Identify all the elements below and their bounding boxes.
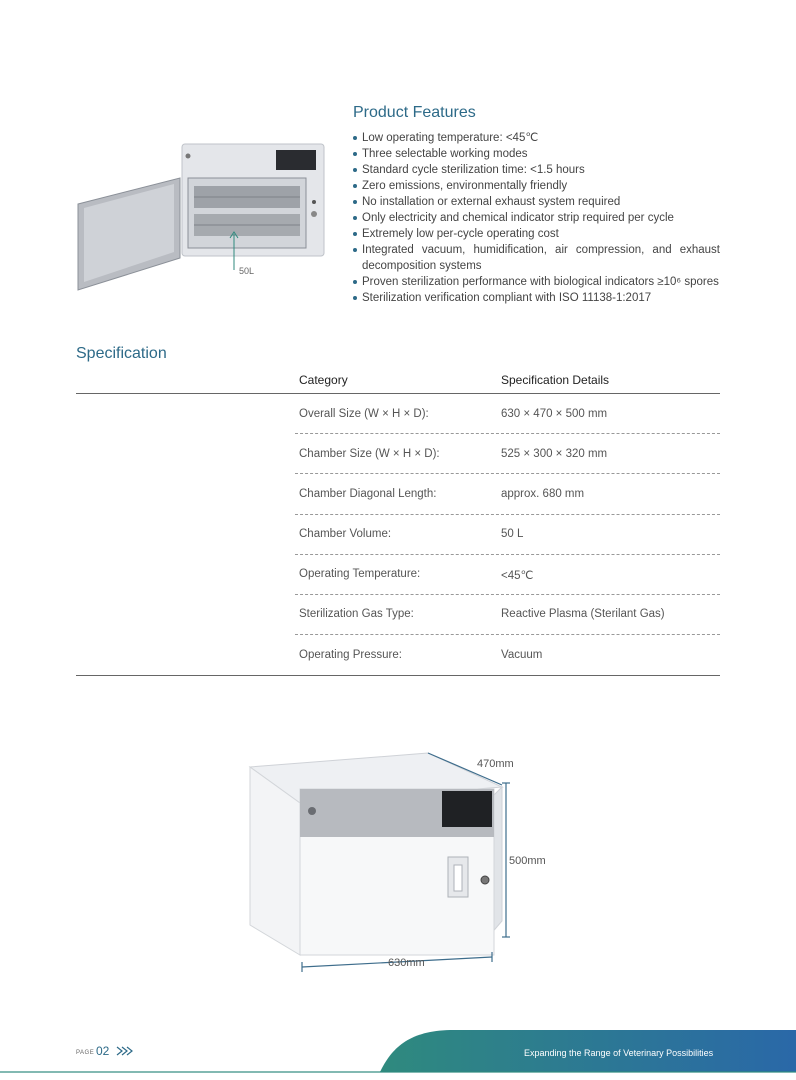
spec-row-value: Reactive Plasma (Sterilant Gas)	[501, 608, 665, 620]
page-label: PAGE	[76, 1050, 95, 1056]
spec-row-key: Operating Temperature:	[299, 568, 421, 580]
spec-title: Specification	[76, 345, 167, 362]
feature-item: No installation or external exhaust system required	[353, 194, 720, 210]
spec-row-value: <45℃	[501, 570, 534, 582]
spec-divider	[295, 473, 720, 474]
spec-row-key: Sterilization Gas Type:	[299, 608, 414, 620]
spec-col-category: Category	[299, 373, 348, 387]
feature-item: Integrated vacuum, humidification, air compression, and exhaust decomposition systems	[353, 242, 720, 274]
footer-tagline: Expanding the Range of Veterinary Possibilities	[524, 1048, 714, 1058]
dimension-height: 500mm	[509, 855, 546, 867]
spec-row-value: Vacuum	[501, 649, 543, 661]
feature-item: Three selectable working modes	[353, 146, 720, 162]
spec-row-value: approx. 680 mm	[501, 488, 585, 500]
spec-divider	[295, 554, 720, 555]
spec-col-details: Specification Details	[501, 373, 610, 387]
spec-row-key: Overall Size (W × H × D):	[299, 408, 429, 420]
spec-row-key: Operating Pressure:	[299, 649, 402, 661]
spec-divider	[295, 634, 720, 635]
features-title: Product Features	[353, 104, 476, 121]
page-number: 02	[96, 1044, 110, 1058]
spec-row-key: Chamber Volume:	[299, 528, 392, 540]
spec-row-value: 630 × 470 × 500 mm	[501, 408, 608, 420]
spec-row-value: 525 × 300 × 320 mm	[501, 448, 608, 460]
spec-header-rule	[76, 393, 720, 394]
spec-row-value: 50 L	[501, 528, 524, 540]
feature-item: Sterilization verification compliant with ISO 11138-1:2017	[353, 290, 720, 306]
spec-row-key: Chamber Diagonal Length:	[299, 488, 437, 500]
spec-divider	[295, 433, 720, 434]
feature-item: Standard cycle sterilization time: <1.5 hours	[353, 162, 720, 178]
feature-item: Low operating temperature: <45℃	[353, 130, 720, 146]
spec-row-key: Chamber Size (W × H × D):	[299, 448, 440, 460]
volume-label: 50L	[239, 266, 255, 276]
double-chevron-right-icon	[116, 1046, 134, 1056]
feature-item: Zero emissions, environmentally friendly	[353, 178, 720, 194]
feature-item: Proven sterilization performance with biological indicators ≥10⁶ spores	[353, 274, 720, 290]
product-photo-open	[76, 140, 328, 295]
dimension-width: 630mm	[388, 957, 425, 969]
spec-divider	[295, 594, 720, 595]
feature-item: Only electricity and chemical indicator strip required per cycle	[353, 210, 720, 226]
dimension-depth: 470mm	[477, 758, 514, 770]
features-list	[353, 130, 720, 306]
spec-bottom-rule	[76, 675, 720, 676]
spec-divider	[295, 514, 720, 515]
feature-item: Extremely low per-cycle operating cost	[353, 226, 720, 242]
